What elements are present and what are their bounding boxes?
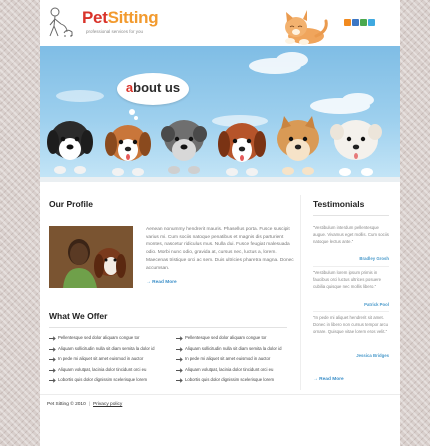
offer-item[interactable]: Aliquam volutpat, lacinia dolor tincidunt orci eu (49, 367, 164, 378)
footer-divider (40, 394, 400, 395)
copyright-text: Pet Sitting © 2010 (47, 402, 86, 407)
offer-heading: What We Offer (49, 311, 108, 321)
read-more-label: Read More (319, 377, 344, 382)
twitter-icon[interactable] (368, 19, 375, 26)
testimonial-author: Jessica Bridges (356, 353, 389, 358)
testimonial-quote: “In pede mi aliquet hendrerit sit amet. Donec in libero non cursus tempor arcu ornare. Quisque vitae lorem eros velit.” (313, 315, 388, 334)
offer-divider (49, 327, 287, 328)
puppy-white (330, 120, 382, 176)
delicious-icon[interactable] (352, 19, 359, 26)
offer-item[interactable]: In pede mi aliquet sit amet euismod in auctor (49, 356, 164, 367)
hero-banner (40, 46, 400, 182)
person-with-dog-image (49, 226, 133, 288)
offer-item[interactable]: Lobortis quis dolor dignissim scelerisque lorem (49, 377, 164, 388)
puppy-grey-schnauzer (161, 120, 207, 174)
about-us-first-letter: a (125, 80, 134, 95)
testimonials-divider (313, 215, 389, 216)
dog-walker-logo-icon[interactable] (45, 6, 75, 40)
footer-separator: | (88, 402, 90, 407)
logo-word-pet: Pet (82, 8, 108, 27)
testimonial-quote: “Vestibulum interdum pellentesque augue. Vivamus eget mollis. Cum sociis natoque lectus ante.” (313, 225, 389, 244)
page (40, 0, 400, 446)
footer (47, 403, 122, 408)
offer-item[interactable]: Aliquam sollicitudin nulla sit diam semita la dolor id (49, 346, 164, 357)
about-us-label[interactable] (123, 81, 183, 94)
logo-word-sitting: Sitting (107, 8, 159, 27)
about-us-rest: bout us (133, 80, 181, 95)
offer-item[interactable]: Aliquam sollicitudin nulla sit diam semita la dolor id (176, 346, 291, 357)
rss-icon[interactable] (344, 19, 351, 26)
offer-item[interactable]: Lobortis quis dolor dignissim scelerisque lorem (176, 377, 291, 388)
puppy-red-white (218, 123, 266, 176)
thought-dot (134, 116, 138, 120)
puppy-black-white (47, 121, 93, 174)
clouds (56, 52, 374, 127)
testimonial-divider (313, 311, 389, 312)
banner-shelf (40, 177, 400, 182)
banner-art (40, 46, 400, 182)
social-icons (344, 19, 375, 26)
privacy-policy-link[interactable]: Privacy policy (93, 402, 123, 407)
puppy-brown-white (105, 125, 151, 176)
testimonial-author: Patrick Pool (364, 302, 389, 307)
header (40, 0, 400, 46)
testimonials-read-more-link[interactable] (313, 378, 344, 383)
stumbleupon-icon[interactable] (360, 19, 367, 26)
read-more-label: Read More (152, 280, 177, 285)
testimonial-author: Bradley Grosh (359, 256, 389, 261)
column-divider (300, 195, 301, 390)
offer-column-1 (49, 335, 164, 388)
testimonials-heading: Testimonials (313, 199, 365, 209)
logo-text[interactable] (82, 9, 158, 26)
arrow-right-icon: → (146, 280, 153, 285)
testimonial-quote: “Vestibulum lorem ipsum primis in faucibus orci luctus ultrices posuere cubilia quisque nec mollis libero.” (313, 270, 382, 289)
testimonial-divider (313, 266, 389, 267)
profile-heading: Our Profile (49, 199, 93, 209)
kitten-icon (276, 3, 336, 47)
offer-item[interactable]: Pellentesque sed dolor aliquam congue tor (176, 335, 291, 346)
offer-item[interactable]: Aliquam volutpat, lacinia dolor tincidunt orci eu (176, 367, 291, 378)
offer-item[interactable]: In pede mi aliquet sit amet euismod in auctor (176, 356, 291, 367)
tagline: professional services for you (86, 29, 144, 34)
offer-item[interactable]: Pellentesque sed dolor aliquam congue tor (49, 335, 164, 346)
profile-photo (49, 226, 133, 288)
offer-column-2 (176, 335, 291, 388)
profile-text: Aenean nonummy hendrerit mauris. Phasellus porta. Fusce suscipit varius mi. Cum sociis natoque penatibus et magnis dis parturient montes, nascetur ridiculus mus. Nulla dui. Fusce feugiat malesuada odio. Morbi nunc odio, gravida at, cursus nec, luctus a, lorem. Maecenas tristique orci ac sem. Duis ultricies pharetra magna. Donec accumsan. (146, 227, 294, 271)
thought-dot (129, 109, 135, 115)
arrow-right-icon: → (313, 377, 320, 382)
puppy-tan (277, 116, 319, 175)
profile-read-more-link[interactable] (146, 281, 177, 286)
